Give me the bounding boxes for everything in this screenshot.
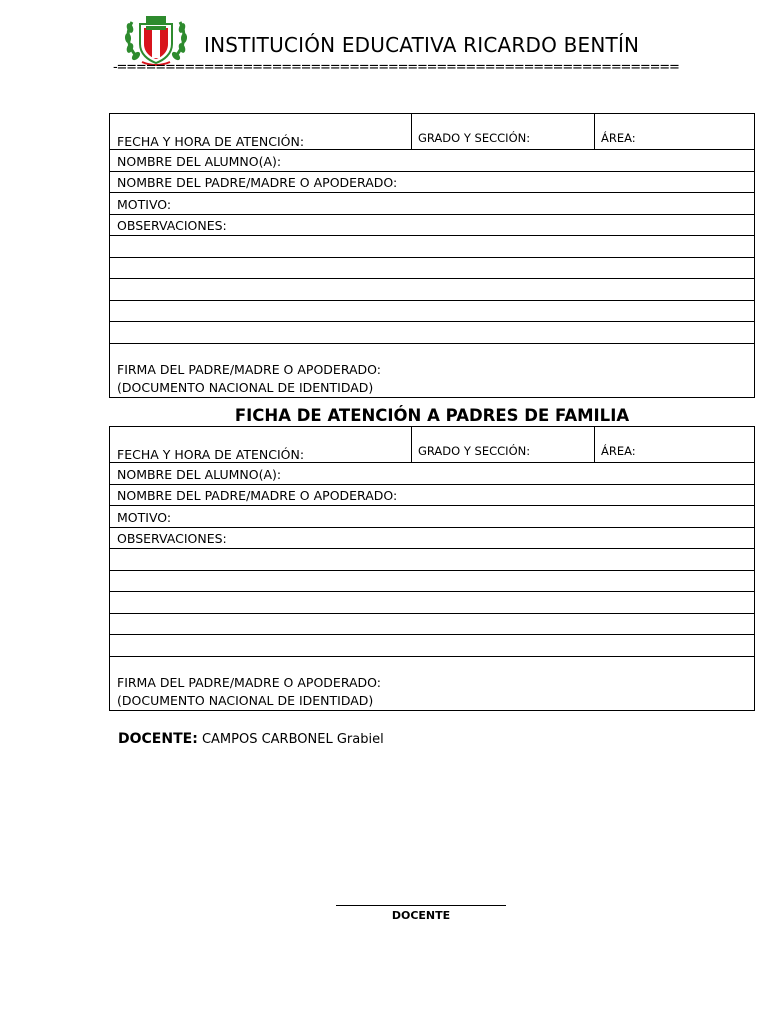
signature-line: [336, 905, 506, 906]
observaciones-label: OBSERVACIONES:: [117, 218, 227, 233]
form-row-header: [110, 427, 754, 463]
fecha-hora-label: FECHA Y HORA DE ATENCIÓN:: [117, 447, 305, 462]
form-row-observaciones: [110, 528, 754, 550]
fecha-hora-label: FECHA Y HORA DE ATENCIÓN:: [117, 134, 305, 149]
docente-name: CAMPOS CARBONEL Grabiel: [201, 732, 384, 747]
attention-form-2: [109, 426, 755, 711]
header-rule: -==========================================================: [113, 60, 679, 75]
dni-label: (DOCUMENTO NACIONAL DE IDENTIDAD): [117, 379, 374, 395]
form-row-alumno: [110, 463, 754, 485]
form-row-observaciones: [110, 215, 754, 237]
form-row-header: [110, 114, 754, 150]
blank-line: [110, 301, 754, 323]
alumno-label: NOMBRE DEL ALUMNO(A):: [117, 466, 282, 482]
docente-line: [118, 731, 384, 747]
attention-form-1: [109, 113, 755, 398]
form-row-padre: [110, 485, 754, 507]
area-label: ÁREA:: [601, 444, 636, 458]
dni-label: (DOCUMENTO NACIONAL DE IDENTIDAD): [117, 692, 374, 708]
grado-seccion-label: GRADO Y SECCIÓN:: [418, 444, 531, 458]
observaciones-label: OBSERVACIONES:: [117, 531, 227, 546]
firma-label: FIRMA DEL PADRE/MADRE O APODERADO:: [117, 674, 382, 690]
blank-line: [110, 571, 754, 593]
form-row-motivo: [110, 506, 754, 528]
signature-label: DOCENTE: [391, 909, 451, 922]
alumno-label: NOMBRE DEL ALUMNO(A):: [117, 153, 282, 169]
motivo-label: MOTIVO:: [117, 196, 172, 212]
blank-line: [110, 236, 754, 258]
padre-label: NOMBRE DEL PADRE/MADRE O APODERADO:: [117, 175, 398, 190]
blank-line: [110, 258, 754, 280]
form-row-firma: [110, 344, 754, 397]
firma-label: FIRMA DEL PADRE/MADRE O APODERADO:: [117, 361, 382, 377]
form-row-padre: [110, 172, 754, 194]
grado-seccion-label: GRADO Y SECCIÓN:: [418, 131, 531, 145]
docente-label: DOCENTE:: [118, 731, 198, 747]
form-row-motivo: [110, 193, 754, 215]
ficha-title-text: FICHA DE ATENCIÓN A PADRES DE FAMILIA: [234, 406, 630, 425]
blank-line: [110, 614, 754, 636]
blank-line: [110, 549, 754, 571]
motivo-label: MOTIVO:: [117, 509, 172, 525]
form-row-firma: [110, 657, 754, 710]
padre-label: NOMBRE DEL PADRE/MADRE O APODERADO:: [117, 488, 398, 503]
school-name: INSTITUCIÓN EDUCATIVA RICARDO BENTÍN: [204, 33, 640, 57]
blank-line: [110, 322, 754, 344]
blank-line: [110, 279, 754, 301]
area-label: ÁREA:: [601, 131, 636, 145]
form-row-alumno: [110, 150, 754, 172]
blank-line: [110, 635, 754, 657]
blank-line: [110, 592, 754, 614]
